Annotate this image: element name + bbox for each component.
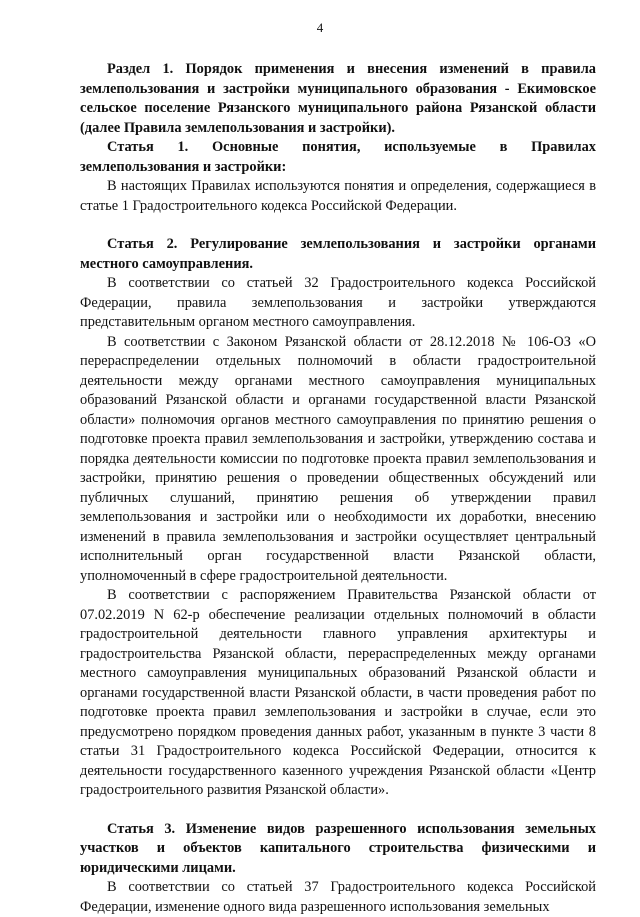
article-2-heading: Статья 2. Регулирование землепользования и застройки органами местного самоуправления. — [80, 236, 596, 272]
spacer — [80, 801, 596, 820]
article-1-paragraph: В настоящих Правилах используются понятия и определения, содержащиеся в статье 1 Градостроительного кодекса Российской Федерации. — [80, 178, 596, 214]
page-number: 4 — [316, 20, 324, 35]
article-3-heading: Статья 3. Изменение видов разрешенного использования земельных участков и объектов капитального строительства физическими и юридическими лицами. — [80, 820, 596, 876]
article-2-paragraph-1: В соответствии со статьей 32 Градостроительного кодекса Российской Федерации, правила землепользования и застройки утверждаются представительным органом местного самоуправления. — [80, 275, 596, 330]
article-1-heading: Статья 1. Основные понятия, используемые в Правилах землепользования и застройки: — [80, 139, 596, 175]
document-body — [80, 60, 596, 917]
article-2-paragraph-2: В соответствии с Законом Рязанской области от 28.12.2018 № 106-ОЗ «О перераспределении отдельных полномочий в области градостроительной деятельности между органами местного самоуправления муниципальных образований Рязанской области и органами государственной власти Рязанской области» полномочия органов местного самоуправления по принятию решения о подготовке проекта правил землепользования и застройки, утверждению состава и порядка деятельности комиссии по подготовке проекта правил землепользования и застройки, принятию решения о проведении общественных обсуждений или публичных слушаний, принятию решения об утверждении правил землепользования и застройки или о необходимости их доработки, внесению изменений в правила землепользования и застройки осуществляет центральный исполнительный орган государственной власти Рязанской области, уполномоченный в сфере градостроительной деятельности. — [80, 333, 596, 584]
article-3-paragraph: В соответствии со статьей 37 Градостроительного кодекса Российской Федерации, изменение одного вида разрешенного использования земельных — [80, 879, 596, 915]
article-2-paragraph-3: В соответствии с распоряжением Правительства Рязанской области от 07.02.2019 N 62-р обеспечение реализации отдельных полномочий в области градостроительной деятельности главного управления архитектуры и градостроительства Рязанской области, перераспределенных между органами местного самоуправления муниципальных образований Рязанской области и органами государственной власти Рязанской области, в части проведения работ по подготовке проекта правил землепользования и застройки в случае, если это предусмотрено порядком проведения данных работ, указанным в пункте 3 части 8 статьи 31 Градостроительного кодекса Российской Федерации, относится к деятельности государственного казенного учреждения Рязанской области «Центр градостроительного развития Рязанской области». — [80, 587, 596, 798]
section-1-heading: Раздел 1. Порядок применения и внесения изменений в правила землепользования и застройки муниципального образования - Екимовское сельское поселение Рязанского муниципального района Рязанской области (далее Правила землепользования и застройки). — [80, 61, 596, 136]
spacer — [80, 216, 596, 235]
